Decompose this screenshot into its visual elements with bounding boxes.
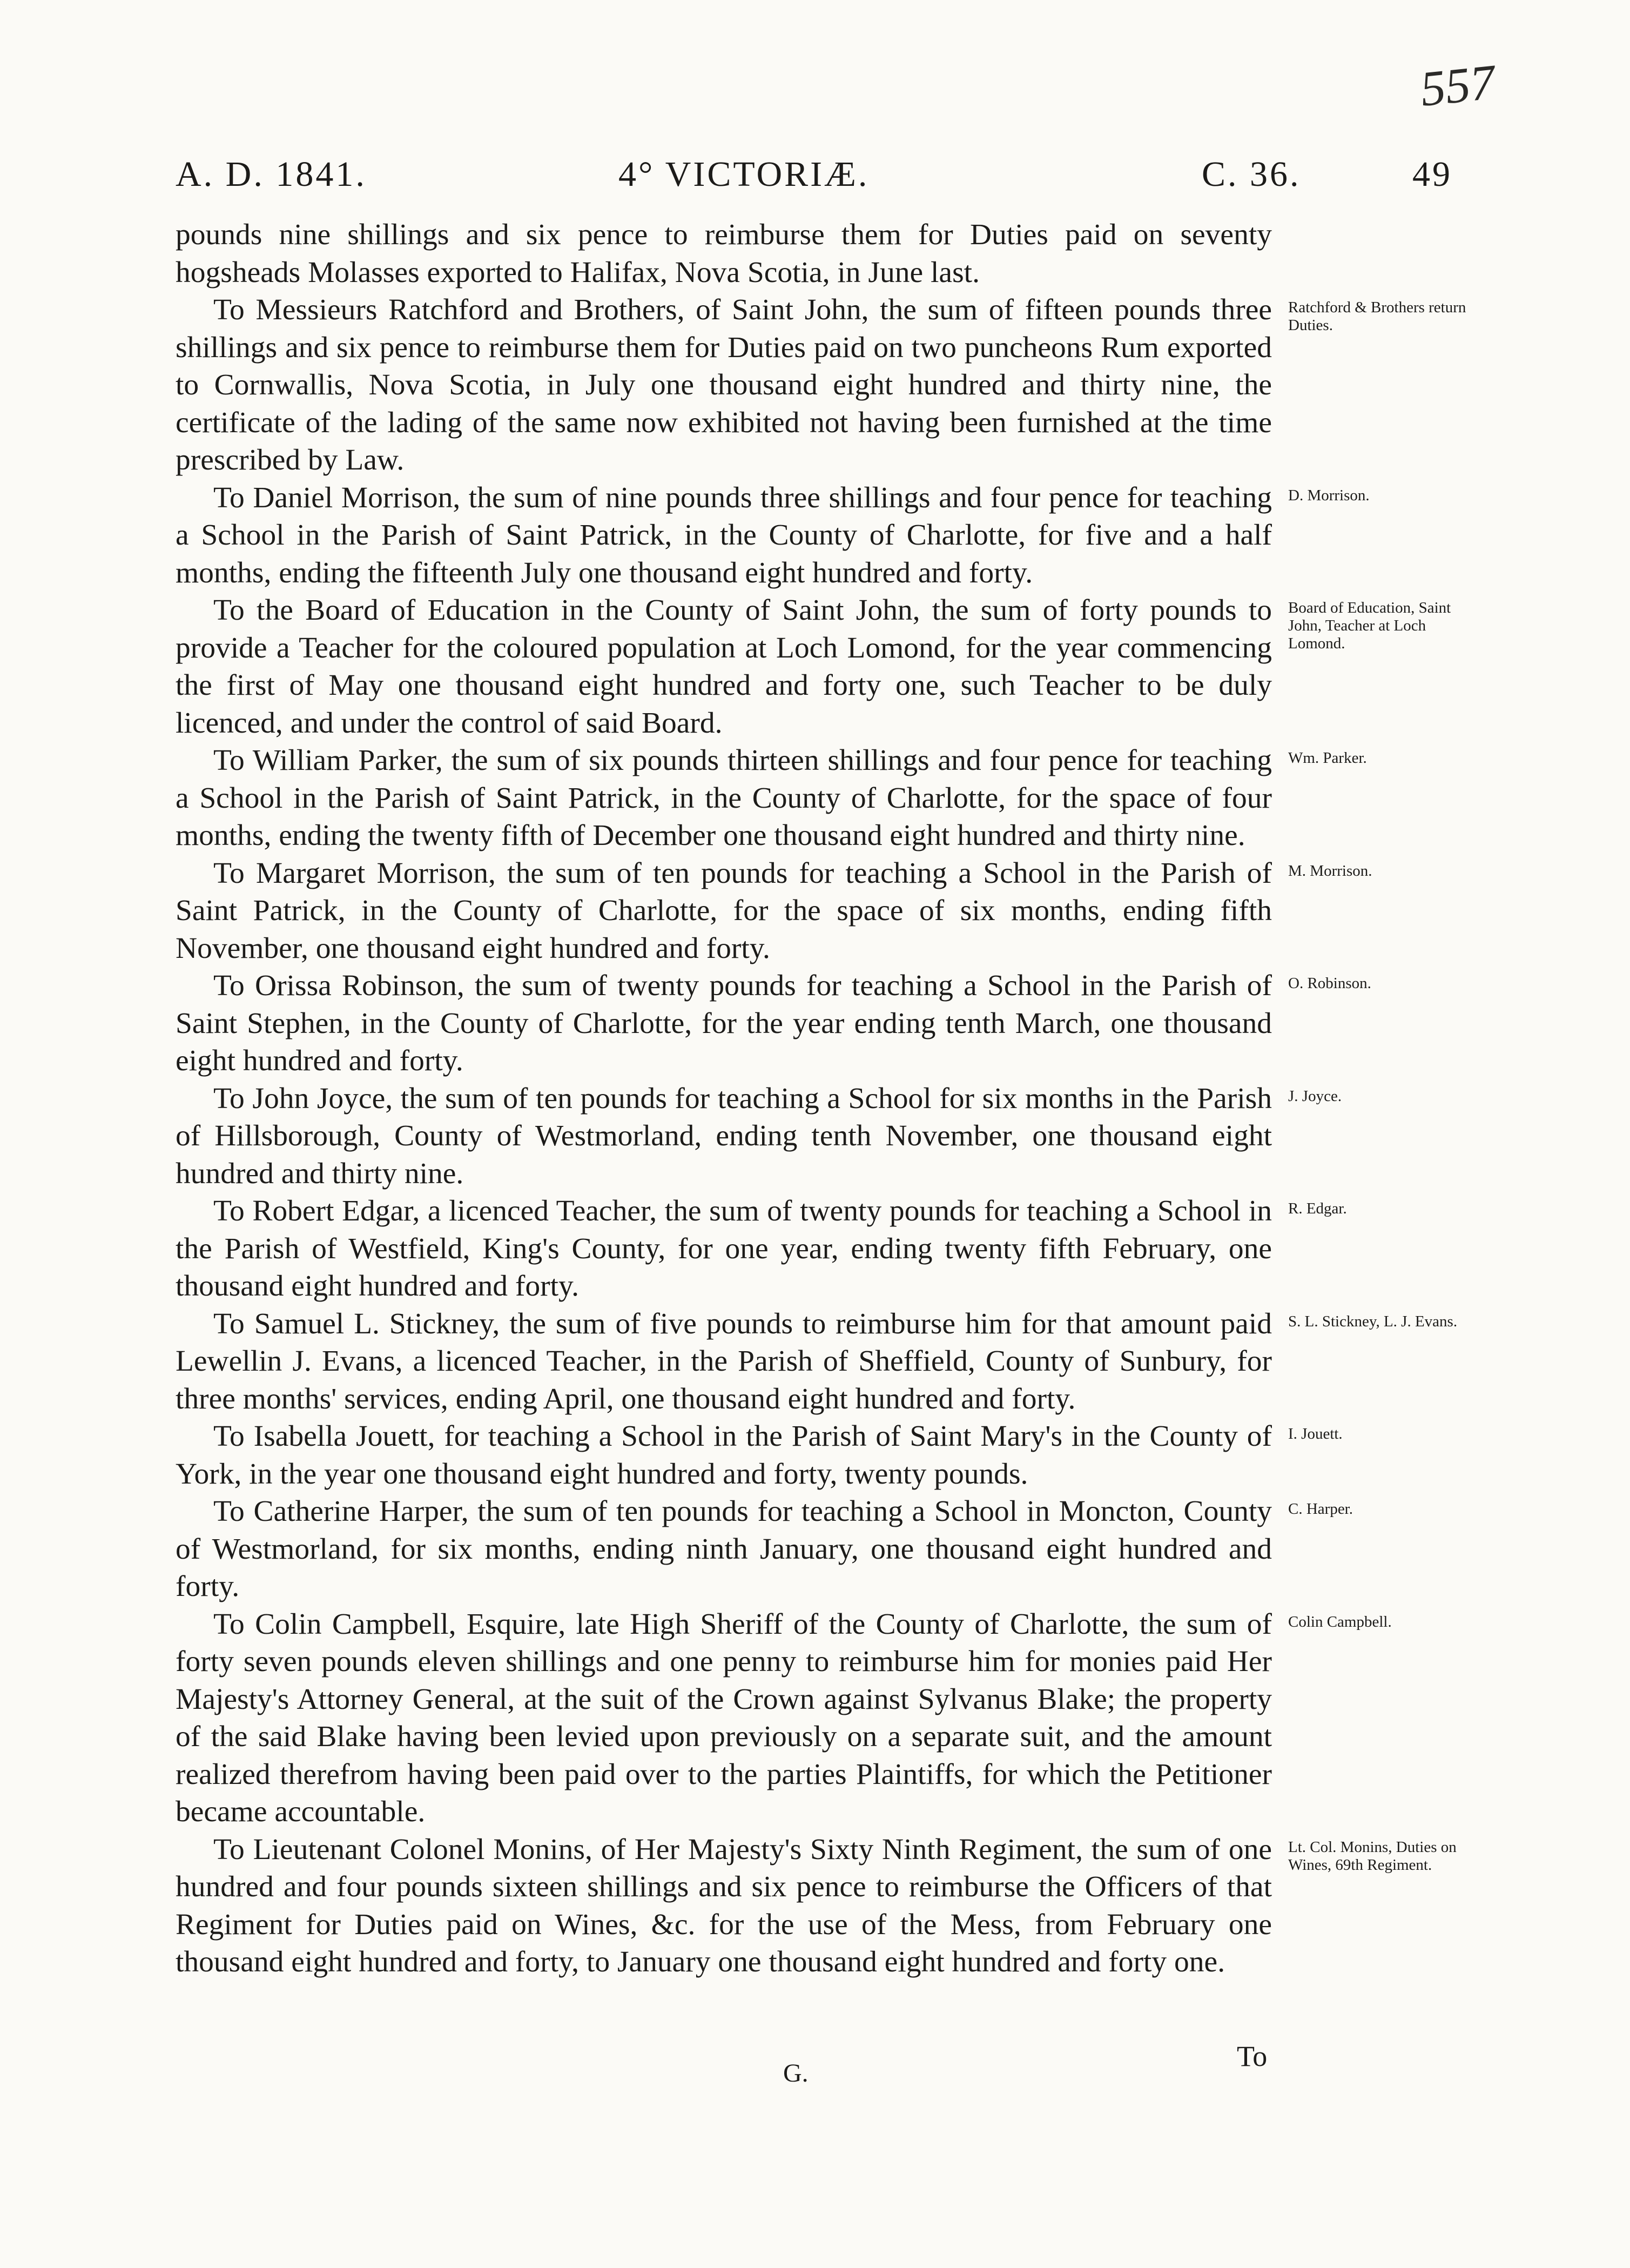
margin-note-m-morrison: M. Morrison. <box>1288 862 1372 880</box>
body-text <box>176 216 1272 1981</box>
catchword: To <box>1237 2040 1268 2072</box>
paragraph: To William Parker, the sum of six pounds thirteen shillings and four pence for teaching a School in the Parish of Saint Patrick, in the County of Charlotte, for the space of four months, ending the twenty fifth of December one thousand eight hundred and thirty nine. <box>176 744 1272 852</box>
margin-note-stickney-evans: S. L. Stickney, L. J. Evans. <box>1288 1312 1458 1330</box>
margin-note-monins: Lt. Col. Monins, Duties on Wines, 69th Regiment. <box>1288 1838 1457 1874</box>
margin-note-r-edgar: R. Edgar. <box>1288 1200 1347 1217</box>
header-chapter: C. 36. <box>1202 155 1301 194</box>
header-reign: 4° VICTORIÆ. <box>618 155 870 194</box>
margin-note-ratchford: Ratchford & Brothers return Duties. <box>1288 299 1466 334</box>
paragraph: To Daniel Morrison, the sum of nine pounds three shillings and four pence for teaching a School in the Parish of Saint Patrick, in the County of Charlotte, for five and a half months, ending the fifteenth July one thousand eight hundred and forty. <box>176 481 1272 589</box>
paragraph: To Messieurs Ratchford and Brothers, of Saint John, the sum of fifteen pounds three shillings and six pence to reimburse them for Duties paid on two puncheons Rum exported to Cornwallis, Nova Scotia, in July one thousand eight hundred and thirty nine, the certificate of the lading of the same now exhibited not having been furnished at the time prescribed by Law. <box>176 293 1272 477</box>
page-footer <box>0 2040 1630 2112</box>
paragraph: To Catherine Harper, the sum of ten pounds for teaching a School in Moncton, County of Westmorland, for six months, ending ninth January, one thousand eight hundred and forty. <box>176 1495 1272 1603</box>
margin-note-w-parker: Wm. Parker. <box>1288 749 1367 767</box>
paragraph: To Colin Campbell, Esquire, late High Sheriff of the County of Charlotte, the sum of forty seven pounds eleven shillings and one penny to reimburse him for monies paid Her Majesty's Attorney General, at the suit of the Crown against Sylvanus Blake; the property of the said Blake having been levied upon previously on a separate suit, and the amount realized therefrom having been paid over to the parties Plaintiffs, for which the Petitioner became accountable. <box>176 1607 1272 1828</box>
paragraph: To Isabella Jouett, for teaching a School in the Parish of Saint Mary's in the County of York, in the year one thousand eight hundred and forty, twenty pounds. <box>176 1420 1272 1491</box>
margin-note-j-joyce: J. Joyce. <box>1288 1087 1342 1105</box>
paragraph: pounds nine shillings and six pence to reimburse them for Duties paid on seventy hogsheads Molasses exported to Halifax, Nova Scotia, in June last. <box>176 218 1272 289</box>
paragraph: To Orissa Robinson, the sum of twenty pounds for teaching a School in the Parish of Saint Stephen, in the County of Charlotte, for the year ending tenth March, one thousand eight hundred and forty. <box>176 969 1272 1077</box>
paragraph: To Samuel L. Stickney, the sum of five pounds to reimburse him for that amount paid Lewellin J. Evans, a licenced Teacher, in the Parish of Sheffield, County of Sunbury, for three months' services, ending April, one thousand eight hundred and forty. <box>176 1307 1272 1415</box>
margin-note-o-robinson: O. Robinson. <box>1288 975 1371 992</box>
paragraph: To Robert Edgar, a licenced Teacher, the sum of twenty pounds for teaching a School in the Parish of Westfield, King's County, for one year, ending twenty fifth February, one thousand eight hundred and forty. <box>176 1195 1272 1303</box>
signature-mark: G. <box>783 2059 809 2088</box>
margin-note-colin-campbell: Colin Campbell. <box>1288 1613 1392 1630</box>
paragraph: To John Joyce, the sum of ten pounds for teaching a School for six months in the Parish of Hillsborough, County of Westmorland, ending tenth November, one thousand eight hundred and thirty nine. <box>176 1082 1272 1190</box>
running-header <box>176 154 1461 208</box>
margin-note-d-morrison: D. Morrison. <box>1288 486 1370 504</box>
margin-note-i-jouett: I. Jouett. <box>1288 1425 1343 1442</box>
margin-note-c-harper: C. Harper. <box>1288 1500 1353 1518</box>
header-year: A. D. 1841. <box>176 155 367 194</box>
margin-note-board-of-education: Board of Education, Saint John, Teacher at Loch Lomond. <box>1288 599 1451 652</box>
paragraph: To Margaret Morrison, the sum of ten pounds for teaching a School in the Parish of Saint Patrick, in the County of Charlotte, for the space of six months, ending fifth November, one thousand eight hundred and forty. <box>176 856 1272 965</box>
paragraph: To Lieutenant Colonel Monins, of Her Majesty's Sixty Ninth Regiment, the sum of one hundred and four pounds sixteen shillings and six pence to reimburse the Officers of that Regiment for Duties paid on Wines, &c. for the use of the Mess, from February one thousand eight hundred and forty, to January one thousand eight hundred and forty one. <box>176 1833 1272 1978</box>
header-page-number: 49 <box>1412 155 1452 194</box>
handwritten-folio-number: 557 <box>1418 54 1498 117</box>
paragraph: To the Board of Education in the County of Saint John, the sum of forty pounds to provide a Teacher for the coloured population at Loch Lomond, for the year commencing the first of May one thousand eight hundred and forty one, such Teacher to be duly licenced, and under the control of said Board. <box>176 594 1272 740</box>
